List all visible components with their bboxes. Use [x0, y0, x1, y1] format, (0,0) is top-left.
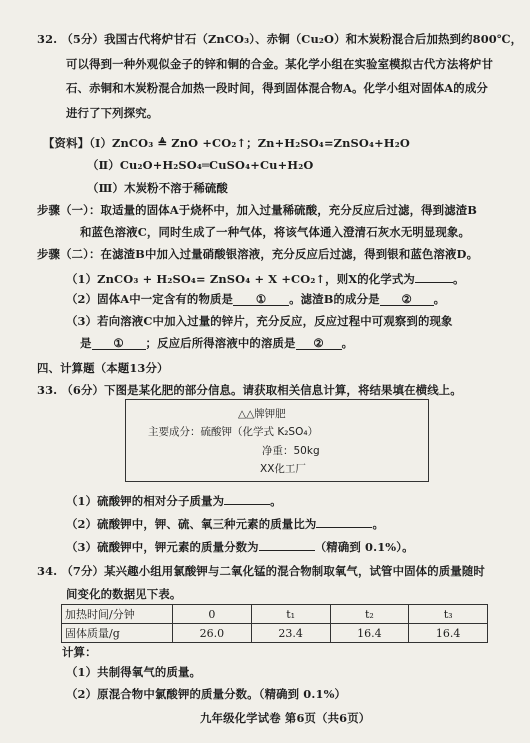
table-row — [62, 605, 488, 624]
q33-sub-3: （3）硫酸钾中，钾元素的质量分数为 （精确到 0.1%）。 — [66, 540, 414, 554]
answer-blank[interactable] — [259, 538, 315, 551]
section-4-heading: 四、计算题（本题13分） — [37, 361, 169, 375]
q32-line-1: 32. （5分）我国古代将炉甘石（ZnCO₃）、赤铜（Cu₂O）和木炭粉混合后加热到约800℃， — [37, 32, 523, 46]
q32-sub-1-text: （1）ZnCO₃ + H₂SO₄= ZnSO₄ + X +CO₂↑，则X的化学式为 — [66, 272, 415, 286]
step-1-line-b: 和蓝色溶液C，同时生成了一种气体，将该气体通入澄清石灰水无明显现象。 — [80, 225, 471, 239]
q32-line-3: 石、赤铜和木炭粉混合加热一段时间，得到固体混合物A。化学小组对固体A的成分 — [66, 81, 488, 95]
q32-sub-1: （1）ZnCO₃ + H₂SO₄= ZnSO₄ + X +CO₂↑，则X的化学式为 。 — [66, 272, 465, 286]
step-2-line: 步骤（二）：在滤渣B中加入过量硝酸银溶液，充分反应后过滤，得到银和蓝色溶液D。 — [37, 247, 479, 261]
q33-sub-2: （2）硫酸钾中，钾、硫、氧三种元素的质量比为 。 — [66, 517, 384, 531]
table-cell: 26.0 — [173, 624, 252, 643]
info-note-3: （Ⅲ）木炭粉不溶于稀硫酸 — [87, 181, 228, 195]
answer-blank[interactable] — [316, 515, 372, 528]
info-reaction-2: （Ⅱ）Cu₂O+H₂SO₄═CuSO₄+Cu+H₂O — [87, 158, 314, 172]
table-cell: 16.4 — [409, 624, 488, 643]
fertilizer-brand: △△牌钾肥 — [238, 408, 286, 420]
q34-line-1: 34. （7分）某兴趣小组用氯酸钾与二氧化锰的混合物制取氧气，试管中固体的质量随时 — [37, 564, 485, 578]
answer-blank[interactable] — [224, 492, 270, 505]
q34-line-2: 间变化的数据见下表。 — [66, 587, 182, 601]
q32-line-4: 进行了下列探究。 — [66, 106, 159, 120]
q34-calc-2: （2）原混合物中氯酸钾的质量分数。（精确到 0.1%） — [66, 687, 347, 701]
table-cell: 加热时间/分钟 — [62, 605, 173, 624]
answer-blank[interactable] — [415, 270, 453, 283]
table-cell: 0 — [173, 605, 252, 624]
answer-blank-2[interactable]: ② — [296, 337, 342, 350]
answer-blank-1[interactable]: ① — [92, 337, 146, 350]
q34-calc-1: （1）共制得氧气的质量。 — [66, 665, 202, 679]
table-cell: 23.4 — [251, 624, 330, 643]
q32-sub-3-line-a: （3）若向溶液C中加入过量的锌片，充分反应，反应过程中可观察到的现象 — [66, 314, 453, 328]
q32-sub-2: （2）固体A中一定含有的物质是 ① 。滤渣B的成分是 ② 。 — [66, 292, 446, 306]
q33-sub-1: （1）硫酸钾的相对分子质量为 。 — [66, 494, 282, 508]
table-cell: t₃ — [409, 605, 488, 624]
answer-blank-2[interactable]: ② — [380, 293, 434, 306]
fertilizer-net-weight: 净重：50kg — [262, 445, 320, 457]
table-cell: 16.4 — [330, 624, 409, 643]
q33-line-1: 33. （6分）下图是某化肥的部分信息。请获取相关信息计算，将结果填在横线上。 — [37, 383, 462, 397]
calc-heading: 计算： — [62, 645, 97, 659]
answer-blank-1[interactable]: ① — [233, 293, 289, 306]
table-cell: t₁ — [251, 605, 330, 624]
fertilizer-label-box — [125, 399, 429, 482]
heating-data-table — [61, 604, 488, 643]
q32-line-2: 可以得到一种外观似金子的锌和铜的合金。某化学小组在实验室模拟古代方法将炉甘 — [66, 57, 494, 71]
table-row — [62, 624, 488, 643]
q32-sub-3-line-b: 是 ① ；反应后所得溶液中的溶质是 ② 。 — [80, 336, 354, 350]
fertilizer-composition: 主要成分：硫酸钾（化学式 K₂SO₄） — [148, 426, 319, 438]
table-cell: t₂ — [330, 605, 409, 624]
info-reaction-1: 【资料】（Ⅰ）ZnCO₃ ≜ ZnO +CO₂↑；Zn+H₂SO₄=ZnSO₄+H₂O — [43, 136, 410, 150]
fertilizer-manufacturer: XX化工厂 — [260, 463, 306, 475]
page-footer: 九年级化学试卷 第6页（共6页） — [200, 711, 371, 725]
table-cell: 固体质量/g — [62, 624, 173, 643]
step-1-line-a: 步骤（一）：取适量的固体A于烧杯中，加入过量稀硫酸，充分反应后过滤，得到滤渣B — [37, 203, 478, 217]
